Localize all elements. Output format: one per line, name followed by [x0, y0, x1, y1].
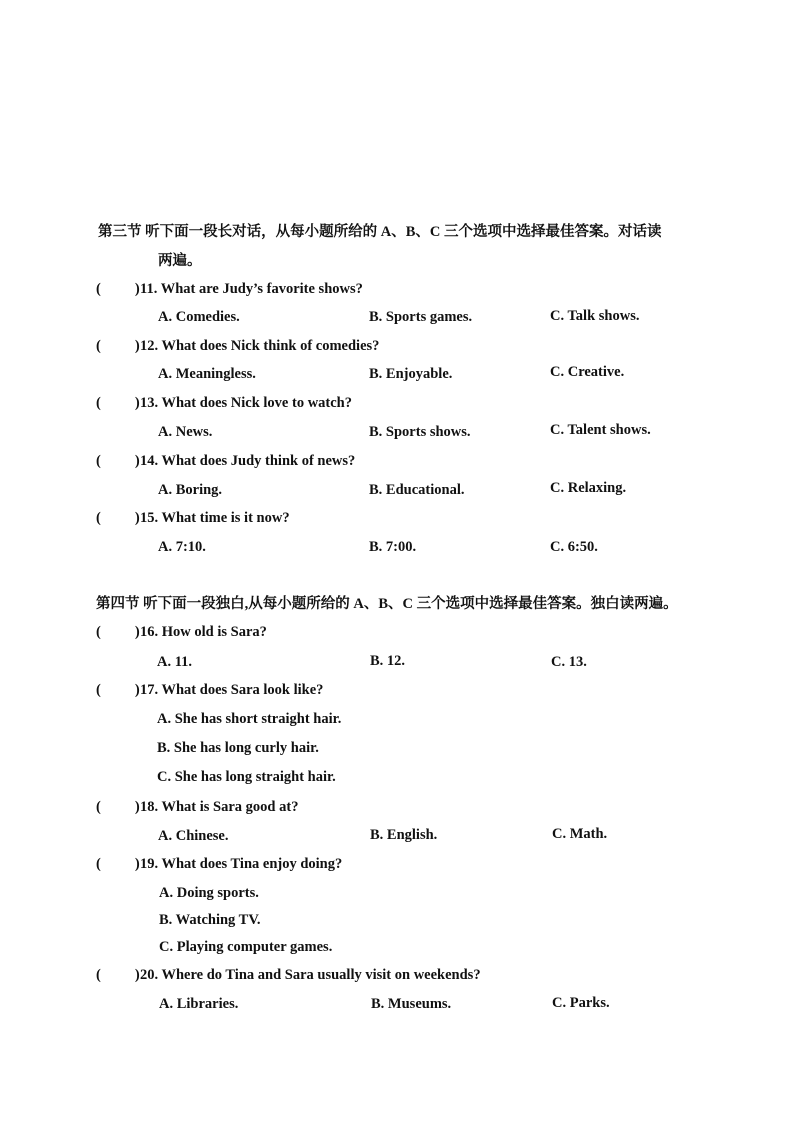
option-a: A. She has short straight hair. [157, 711, 342, 727]
question-13 [96, 391, 352, 415]
option-b: B. Sports games. [369, 309, 473, 325]
option-c: C. Creative. [550, 364, 625, 380]
option-a: A. 7:10. [158, 539, 206, 555]
answer-blank[interactable]: ( ) [96, 453, 140, 469]
option-c: C. Talk shows. [550, 308, 640, 324]
answer-blank[interactable]: ( ) [96, 799, 140, 815]
answer-blank[interactable]: ( ) [96, 338, 140, 354]
option-b: B. She has long curly hair. [157, 740, 319, 756]
question-16 [96, 620, 267, 644]
question-text: 18. What is Sara good at? [140, 799, 299, 815]
option-a: A. Meaningless. [158, 366, 256, 382]
option-c: C. She has long straight hair. [157, 769, 336, 785]
option-b: B. English. [370, 827, 438, 843]
answer-blank[interactable]: ( ) [96, 967, 140, 983]
question-11 [96, 277, 363, 301]
section3-heading-line1: 第三节 听下面一段长对话，从每小题所给的 A、B、C 三个选项中选择最佳答案。对话读 [98, 224, 662, 240]
question-text: 11. What are Judy’s favorite shows? [140, 281, 363, 297]
option-c: C. 6:50. [550, 539, 598, 555]
option-a: A. Doing sports. [159, 885, 259, 901]
option-a: A. Comedies. [158, 309, 240, 325]
answer-blank[interactable]: ( ) [96, 624, 140, 640]
section3-heading [98, 218, 698, 276]
answer-blank[interactable]: ( ) [96, 510, 140, 526]
question-18 [96, 795, 298, 819]
option-a: A. 11. [157, 654, 193, 670]
section4-heading [96, 590, 716, 619]
option-c: C. Relaxing. [550, 480, 627, 496]
question-text: 17. What does Sara look like? [140, 682, 324, 698]
option-a: A. News. [158, 424, 213, 440]
question-text: 14. What does Judy think of news? [140, 453, 356, 469]
question-20 [96, 963, 481, 987]
question-19 [96, 852, 342, 876]
option-b: B. Museums. [371, 996, 452, 1012]
question-text: 19. What does Tina enjoy doing? [140, 856, 343, 872]
question-text: 20. Where do Tina and Sara usually visit on weekends? [140, 967, 481, 983]
option-b: B. Sports shows. [369, 424, 471, 440]
option-c: C. Playing computer games. [159, 939, 333, 955]
option-b: B. Watching TV. [159, 912, 261, 928]
option-b: B. Educational. [369, 482, 465, 498]
option-b: B. Enjoyable. [369, 366, 453, 382]
question-17 [96, 678, 323, 702]
option-c: C. 13. [551, 654, 587, 670]
option-b: B. 7:00. [369, 539, 417, 555]
option-c: C. Parks. [552, 995, 610, 1011]
answer-blank[interactable]: ( ) [96, 856, 140, 872]
question-text: 15. What time is it now? [140, 510, 290, 526]
option-c: C. Talent shows. [550, 422, 651, 438]
option-c: C. Math. [552, 826, 608, 842]
option-a: A. Chinese. [158, 828, 229, 844]
question-text: 12. What does Nick think of comedies? [140, 338, 380, 354]
question-14 [96, 449, 355, 473]
question-text: 16. How old is Sara? [140, 624, 267, 640]
question-12 [96, 334, 379, 358]
option-a: A. Boring. [158, 482, 223, 498]
option-a: A. Libraries. [159, 996, 239, 1012]
question-15 [96, 506, 290, 530]
option-b: B. 12. [370, 653, 406, 669]
question-text: 13. What does Nick love to watch? [140, 395, 352, 411]
section3-heading-line2: 两遍。 [158, 253, 202, 269]
section4-heading-line1: 第四节 听下面一段独白,从每小题所给的 A、B、C 三个选项中选择最佳答案。独白读两遍。 [96, 596, 678, 612]
answer-blank[interactable]: ( ) [96, 395, 140, 411]
answer-blank[interactable]: ( ) [96, 281, 140, 297]
answer-blank[interactable]: ( ) [96, 682, 140, 698]
